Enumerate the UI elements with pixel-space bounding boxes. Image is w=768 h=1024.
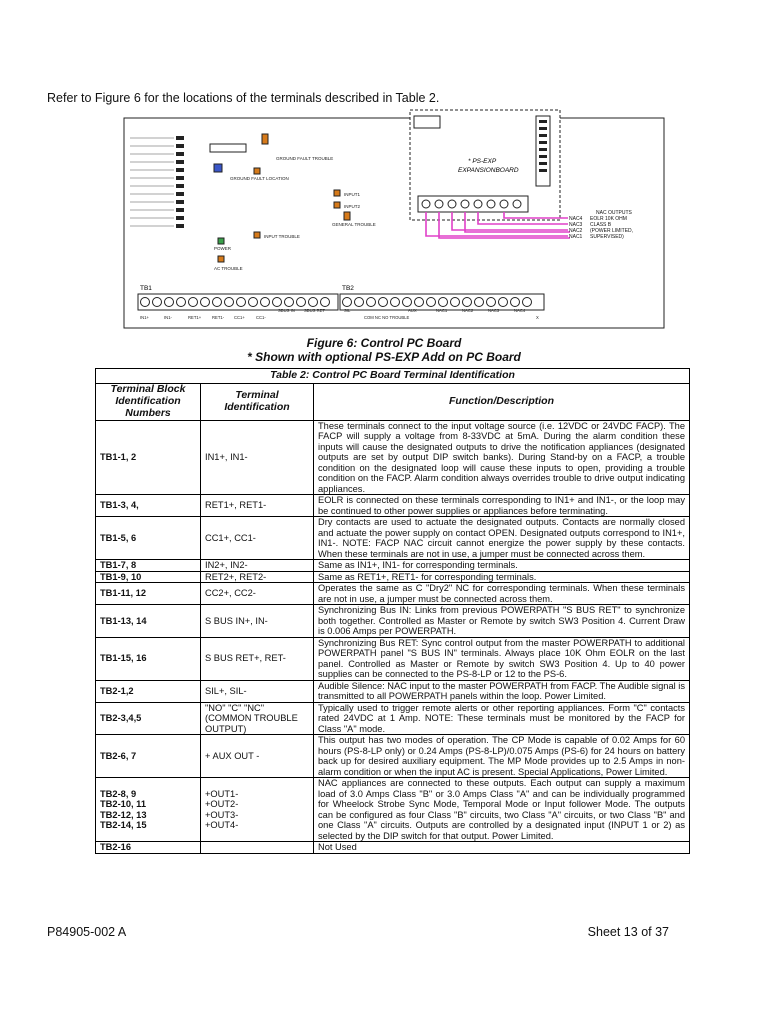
label-input2: INPUT2 (344, 204, 361, 209)
nac-outputs-line2: EOLR 10K OHM (590, 216, 627, 222)
row-desc: This output has two modes of operation. The CP Mode is capable of 0.02 Amps for 60 hours (PS-8-LP only) or 0.24 Amps (PS-8-LP)/0.075 Amps (PS-6) for 24 hours on battery back up for desired auxiliary equipment. The MP Mode provides up to 2.5 Amps in non-alarm condition or when the input AC is present. Special Applications, Power Limited. (314, 735, 690, 778)
tb1-label-ret1: RET1+ (188, 315, 202, 320)
row-tb: TB1-1, 2 (96, 420, 201, 495)
row-desc: Same as IN1+, IN1- for corresponding terminals. (314, 560, 690, 572)
row-desc: Same as RET1+, RET1- for corresponding terminals. (314, 571, 690, 583)
header-terminal-id: Terminal Identification (201, 384, 314, 421)
row-tb: TB2-6, 7 (96, 735, 201, 778)
row-desc: Audible Silence: NAC input to the master POWERPATH from FACP. The Audible signal is transmitted to all POWERPATH panels within the loop. Power Limited. (314, 680, 690, 702)
nac-outputs-line4: (POWER LIMITED, (590, 228, 634, 234)
tb2-label-x: X (536, 315, 539, 320)
row-tb: TB1-15, 16 (96, 637, 201, 680)
tb2-label-sil: SIL (344, 308, 351, 313)
label-ac-trouble: AC TROUBLE (214, 266, 243, 271)
table-row (96, 842, 690, 854)
figure-subcaption: * Shown with optional PS-EXP Add on PC Board (247, 350, 521, 364)
row-tb: TB2-1,2 (96, 680, 201, 702)
table-row (96, 571, 690, 583)
doc-number: P84905-002 A (47, 925, 127, 939)
label-input-trouble: INPUT TROUBLE (264, 234, 300, 239)
row-id: IN2+, IN2- (201, 560, 314, 572)
row-tb: TB1-13, 14 (96, 605, 201, 638)
exp-title: * PS-EXP (468, 158, 497, 165)
label-general-trouble: GENERAL TROUBLE (332, 222, 376, 227)
tb2-label-nac2: NAC2 (462, 308, 474, 313)
table-row (96, 702, 690, 735)
row-id: + AUX OUT - (201, 735, 314, 778)
label-power: POWER (214, 246, 232, 251)
row-tb: TB1-9, 10 (96, 571, 201, 583)
tb1-label-cc1-neg: CC1- (256, 315, 266, 320)
row-id: S BUS RET+, RET- (201, 637, 314, 680)
nac-outputs-line1: NAC OUTPUTS (596, 210, 632, 216)
tb2-label: TB2 (342, 285, 354, 292)
sheet-number: Sheet 13 of 37 (587, 925, 669, 939)
row-desc: NAC appliances are connected to these outputs. Each output can supply a maximum load of 3.0 Amps Class "B" or 3.0 Amps Class "A" and can be individually programmed for Wheelock Strobe Sync Mode, Temporal Mode or Input follower Mode. The outputs can be configured as four Class "B" circuits, two Class "A" circuits, or two Class "B" and one Class "A" circuits. Outputs are controlled by a designated input (INPUT 1 or 2) as selected by the DIP switch for that output. Power Limited. (314, 778, 690, 842)
row-tb: TB1-7, 8 (96, 560, 201, 572)
row-tb: TB2-16 (96, 842, 201, 854)
row-id: SIL+, SIL- (201, 680, 314, 702)
table-row (96, 735, 690, 778)
table-row (96, 495, 690, 517)
row-desc: Operates the same as C "Dry2" NC for corresponding terminals. When these terminals are not in use, a jumper must be connected across them. (314, 583, 690, 605)
row-desc: EOLR is connected on these terminals corresponding to IN1+ and IN1-, or the loop may be continued to other power supplies or appliances before terminating. (314, 495, 690, 517)
tb2-label-trouble: COM NC NO TROUBLE (364, 315, 410, 320)
exp-subtitle: EXPANSIONBOARD (458, 167, 519, 174)
row-desc: Typically used to trigger remote alerts or other reporting appliances. Form "C" contacts rated 24VDC at 1 Amp. NOTE: These terminals must be monitored by the FACP for Class "A" mode. (314, 702, 690, 735)
row-id: CC2+, CC2- (201, 583, 314, 605)
label-input1: INPUT1 (344, 192, 361, 197)
tb2-label-nac3: NAC3 (488, 308, 500, 313)
tb1-label-sbus-in: SBUS IN (278, 308, 295, 313)
tb1-label-cc1: CC1+ (234, 315, 245, 320)
row-id: RET2+, RET2- (201, 571, 314, 583)
table-row (96, 680, 690, 702)
row-desc: These terminals connect to the input voltage source (i.e. 12VDC or 24VDC FACP). The FACP will supply a voltage from 8-33VDC at 5mA. During the alarm condition these inputs will cause the designated outputs to drive the notification appliances (designated outputs are set by output DIP switch banks). During Stand-by on a FACP, a trouble condition on the designated loop will cause these inputs to open, providing a trouble condition on the FACP. Alarm condition always overrides trouble to drive output indicating appliances. (314, 420, 690, 495)
ps-exp-board (410, 110, 560, 220)
tb1-label-sbus-ret: SBUS RET (304, 308, 325, 313)
row-id: "NO" "C" "NC" (COMMON TROUBLE OUTPUT) (201, 702, 314, 735)
intro-text: Refer to Figure 6 for the locations of the terminals described in Table 2. (47, 91, 440, 105)
row-tb: TB1-5, 6 (96, 517, 201, 560)
nac-label-3: NAC3 (569, 222, 583, 228)
nac-label-1: NAC1 (569, 234, 583, 240)
nac-outputs-line5: SUPERVISED) (590, 234, 624, 240)
row-desc: Synchronizing Bus IN: Links from previous POWERPATH "S BUS RET" to synchronize both together. Controlled as Master or Remote by switch SW3 Position 4. Current Draw is 0.006 Amps per POWERPATH. (314, 605, 690, 638)
row-id: RET1+, RET1- (201, 495, 314, 517)
tb1-label: TB1 (140, 285, 152, 292)
table-row (96, 637, 690, 680)
row-id: CC1+, CC1- (201, 517, 314, 560)
nac-label-4: NAC4 (569, 216, 583, 222)
header-terminal-block: Terminal Block Identification Numbers (96, 384, 201, 421)
row-tb: TB1-11, 12 (96, 583, 201, 605)
table-row (96, 605, 690, 638)
row-desc: Dry contacts are used to actuate the designated outputs. Contacts are normally closed and actuate the power supply on contact OPEN. Designated outputs correspond to IN1+, IN1-. NOTE: FACP NAC circuit cannot energize the power supply by these contacts. When these terminals are not in use, a jumper must be connected across them. (314, 517, 690, 560)
table-row (96, 583, 690, 605)
table-row (96, 778, 690, 842)
row-tb: TB2-3,4,5 (96, 702, 201, 735)
nac-outputs-line3: CLASS B (590, 222, 612, 228)
label-ground-fault-location: GROUND FAULT LOCATION (230, 176, 289, 181)
row-desc: Synchronizing Bus RET: Sync control output from the master POWERPATH to additional POWERPATH panel "S BUS IN" terminals. Always place 10K Ohm EOLR on the last panel. Controlled as Master or Remote by switch SW3 Position 4. Up to 40 power supplies can be connected to the PS-8-LP or 12 to the PS-6. (314, 637, 690, 680)
control-pc-board-figure (118, 108, 670, 336)
tb2-label-nac4: NAC4 (514, 308, 526, 313)
table-row (96, 420, 690, 495)
figure-caption: Figure 6: Control PC Board (306, 336, 462, 350)
row-id: IN1+, IN1- (201, 420, 314, 495)
nac-label-2: NAC2 (569, 228, 583, 234)
row-tb: TB1-3, 4, (96, 495, 201, 517)
label-ground-fault-trouble: GROUND FAULT TROUBLE (276, 156, 334, 161)
table-title: Table 2: Control PC Board Terminal Identification (96, 369, 690, 384)
tb2-label-aux: AUX (408, 308, 417, 313)
row-id (201, 842, 314, 854)
table-row (96, 517, 690, 560)
terminal-identification-table (95, 368, 690, 854)
tb1-label-in1: IN1+ (140, 315, 149, 320)
table-row (96, 560, 690, 572)
left-dip-switch-list (176, 136, 184, 228)
tb1-label-ret1-neg: RET1- (212, 315, 225, 320)
tb1-label-in1-neg: IN1- (164, 315, 172, 320)
row-id: +OUT1- +OUT2- +OUT3- +OUT4- (201, 778, 314, 842)
tb2-label-nac1: NAC1 (436, 308, 448, 313)
row-id: S BUS IN+, IN- (201, 605, 314, 638)
row-desc: Not Used (314, 842, 690, 854)
row-tb: TB2-8, 9 TB2-10, 11 TB2-12, 13 TB2-14, 15 (96, 778, 201, 842)
header-function: Function/Description (314, 384, 690, 421)
